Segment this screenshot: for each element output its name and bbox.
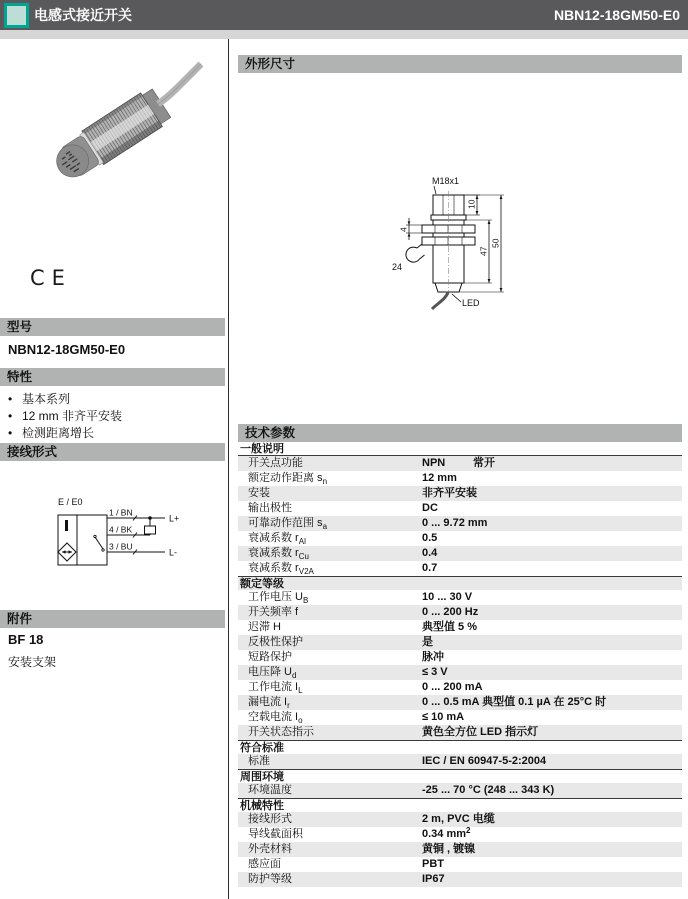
param-row	[238, 635, 682, 650]
dim-4-label: 4	[398, 227, 409, 232]
title-bar	[0, 0, 688, 30]
param-value: 2 m, PVC 电缆	[422, 813, 495, 825]
feature-item: • 基本系列	[8, 392, 71, 406]
param-label: 额定动作距离 $s_n$	[248, 472, 328, 486]
polarity-plus-label: L+	[169, 513, 180, 524]
ce-mark: CE	[30, 266, 72, 290]
param-value: -25 ... 70 °C (248 ... 343 K)	[422, 784, 555, 796]
param-value: 0 ... 9.72 mm	[422, 517, 488, 529]
param-label: 衰减系数 $r_{Al}$	[248, 532, 306, 546]
param-group-header: 额定等级	[238, 576, 682, 590]
bullet-icon: •	[8, 392, 13, 406]
param-row	[238, 665, 682, 680]
param-label: 工作电流 $I_L$	[248, 681, 303, 695]
param-value: 黄色全方位 LED 指示灯	[422, 726, 539, 738]
param-value: IEC / EN 60947-5-2:2004	[422, 755, 547, 767]
terminal-label: 4 / BK	[109, 524, 133, 535]
param-value-secondary: 常开	[473, 457, 495, 469]
param-value: NPN	[422, 457, 446, 469]
param-value: DC	[422, 502, 438, 514]
document-title: 电感式接近开关	[34, 7, 132, 23]
param-label: 输出极性	[248, 502, 292, 514]
param-value: 典型值 5 %	[422, 621, 478, 633]
load-resistor-icon	[145, 526, 156, 534]
param-row	[238, 650, 682, 665]
param-row	[238, 456, 682, 471]
bullet-icon: •	[8, 426, 13, 440]
param-value: 0 ... 200 mA	[422, 681, 483, 693]
sensor-symbol-icon	[58, 543, 76, 561]
param-value: ≤ 3 V	[422, 666, 448, 678]
param-value: 是	[422, 636, 433, 648]
section-header-dimensions: 外形尺寸	[238, 55, 682, 73]
column-divider	[228, 39, 229, 899]
param-row	[238, 710, 682, 725]
bullet-icon: •	[8, 409, 13, 423]
terminal-label: 1 / BN	[109, 507, 133, 518]
param-row	[238, 546, 682, 561]
feature-item: • 检测距离增长	[8, 426, 95, 440]
param-label: 标准	[248, 755, 270, 767]
param-table	[238, 442, 682, 887]
brand-square-icon	[4, 3, 29, 28]
param-row	[238, 590, 682, 605]
param-value: ≤ 10 mA	[422, 711, 465, 723]
product-photo	[25, 58, 205, 228]
param-row	[238, 857, 682, 872]
polarity-minus-label: L-	[169, 547, 178, 558]
param-row	[238, 471, 682, 486]
section-header-model: 型号	[0, 318, 225, 336]
section-header-connection: 接线形式	[0, 443, 225, 461]
dim-10-label: 10	[466, 199, 477, 209]
param-row	[238, 827, 682, 842]
dimension-drawing	[378, 148, 598, 320]
dim-47-label: 47	[478, 246, 489, 256]
dim-24-label: 24	[392, 262, 403, 272]
param-label: 反极性保护	[248, 636, 303, 648]
led-label: LED	[462, 298, 480, 308]
param-value: PBT	[422, 858, 444, 870]
param-label: 开关状态指示	[248, 726, 314, 738]
wiring-type-label: E / E0	[58, 497, 83, 507]
param-value: 非齐平安装	[422, 487, 477, 499]
param-row	[238, 680, 682, 695]
thread-size-label: M18x1	[432, 176, 460, 186]
param-row	[238, 725, 682, 740]
param-value: 0.7	[422, 562, 438, 574]
param-label: 环境温度	[248, 784, 292, 796]
part-number: NBN12-18GM50-E0	[553, 7, 680, 23]
accessory-name: BF 18	[8, 632, 44, 647]
section-header-tech: 技术参数	[238, 424, 682, 442]
param-value: 0.4	[422, 547, 438, 559]
param-row	[238, 531, 682, 546]
param-label: 漏电流 $I_r$	[248, 696, 290, 710]
param-label: 短路保护	[248, 651, 292, 663]
wrench-icon	[406, 244, 425, 262]
param-row	[238, 754, 682, 769]
param-label: 可靠动作范围 $s_a$	[248, 517, 328, 531]
param-value: 0 ... 200 Hz	[422, 606, 479, 618]
param-value: 10 ... 30 V	[422, 591, 473, 603]
param-label: 外壳材料	[248, 843, 292, 855]
param-row	[238, 695, 682, 710]
param-row	[238, 561, 682, 576]
param-row	[238, 842, 682, 857]
header-strip	[0, 30, 688, 39]
section-header-features: 特性	[0, 368, 225, 386]
param-label: 空载电流 $I_o$	[248, 711, 303, 725]
param-group-header: 一般说明	[238, 442, 682, 456]
param-label: 导线截面积	[248, 828, 303, 840]
param-group-header: 机械特性	[238, 798, 682, 812]
param-row	[238, 516, 682, 531]
param-label: 衰减系数 $r_{V2A}$	[248, 562, 314, 576]
param-label: 接线形式	[248, 813, 292, 825]
param-value: 0.5	[422, 532, 438, 544]
param-label: 防护等级	[248, 873, 292, 885]
model-value: NBN12-18GM50-E0	[8, 342, 126, 357]
param-row	[238, 812, 682, 827]
param-label: 安装	[248, 487, 270, 499]
param-value: 0.34 $mm^2$	[422, 826, 471, 840]
param-label: 迟滞 H	[248, 621, 281, 633]
wiring-diagram	[38, 490, 208, 585]
param-row	[238, 620, 682, 635]
dim-50-label: 50	[490, 238, 501, 248]
param-label: 工作电压 $U_B$	[248, 591, 309, 605]
accessory-description: 安装支架	[8, 655, 57, 669]
inductive-coil-icon	[65, 520, 68, 531]
section-header-accessories: 附件	[0, 610, 225, 628]
param-row	[238, 872, 682, 887]
terminal-label: 3 / BU	[109, 541, 133, 552]
param-row	[238, 486, 682, 501]
param-value: 脉冲	[422, 651, 444, 663]
param-row	[238, 501, 682, 516]
param-label: 开关点功能	[248, 457, 303, 469]
param-label: 开关频率 f	[248, 606, 299, 618]
param-row	[238, 605, 682, 620]
feature-item: • 12 mm 非齐平安装	[8, 409, 123, 423]
param-label: 感应面	[248, 858, 281, 870]
param-value: 黄铜 , 镀镍	[422, 843, 476, 855]
param-value: 0 ... 0.5 mA 典型值 0.1 µA 在 25°C 时	[422, 696, 607, 708]
param-group-header: 符合标准	[238, 740, 682, 754]
param-row	[238, 783, 682, 798]
param-group-header: 周围环境	[238, 769, 682, 783]
param-value: IP67	[422, 873, 445, 885]
param-label: 电压降 $U_d$	[248, 666, 297, 680]
param-value: 12 mm	[422, 472, 457, 484]
switch-icon	[94, 535, 104, 551]
param-label: 衰减系数 $r_{Cu}$	[248, 547, 309, 561]
